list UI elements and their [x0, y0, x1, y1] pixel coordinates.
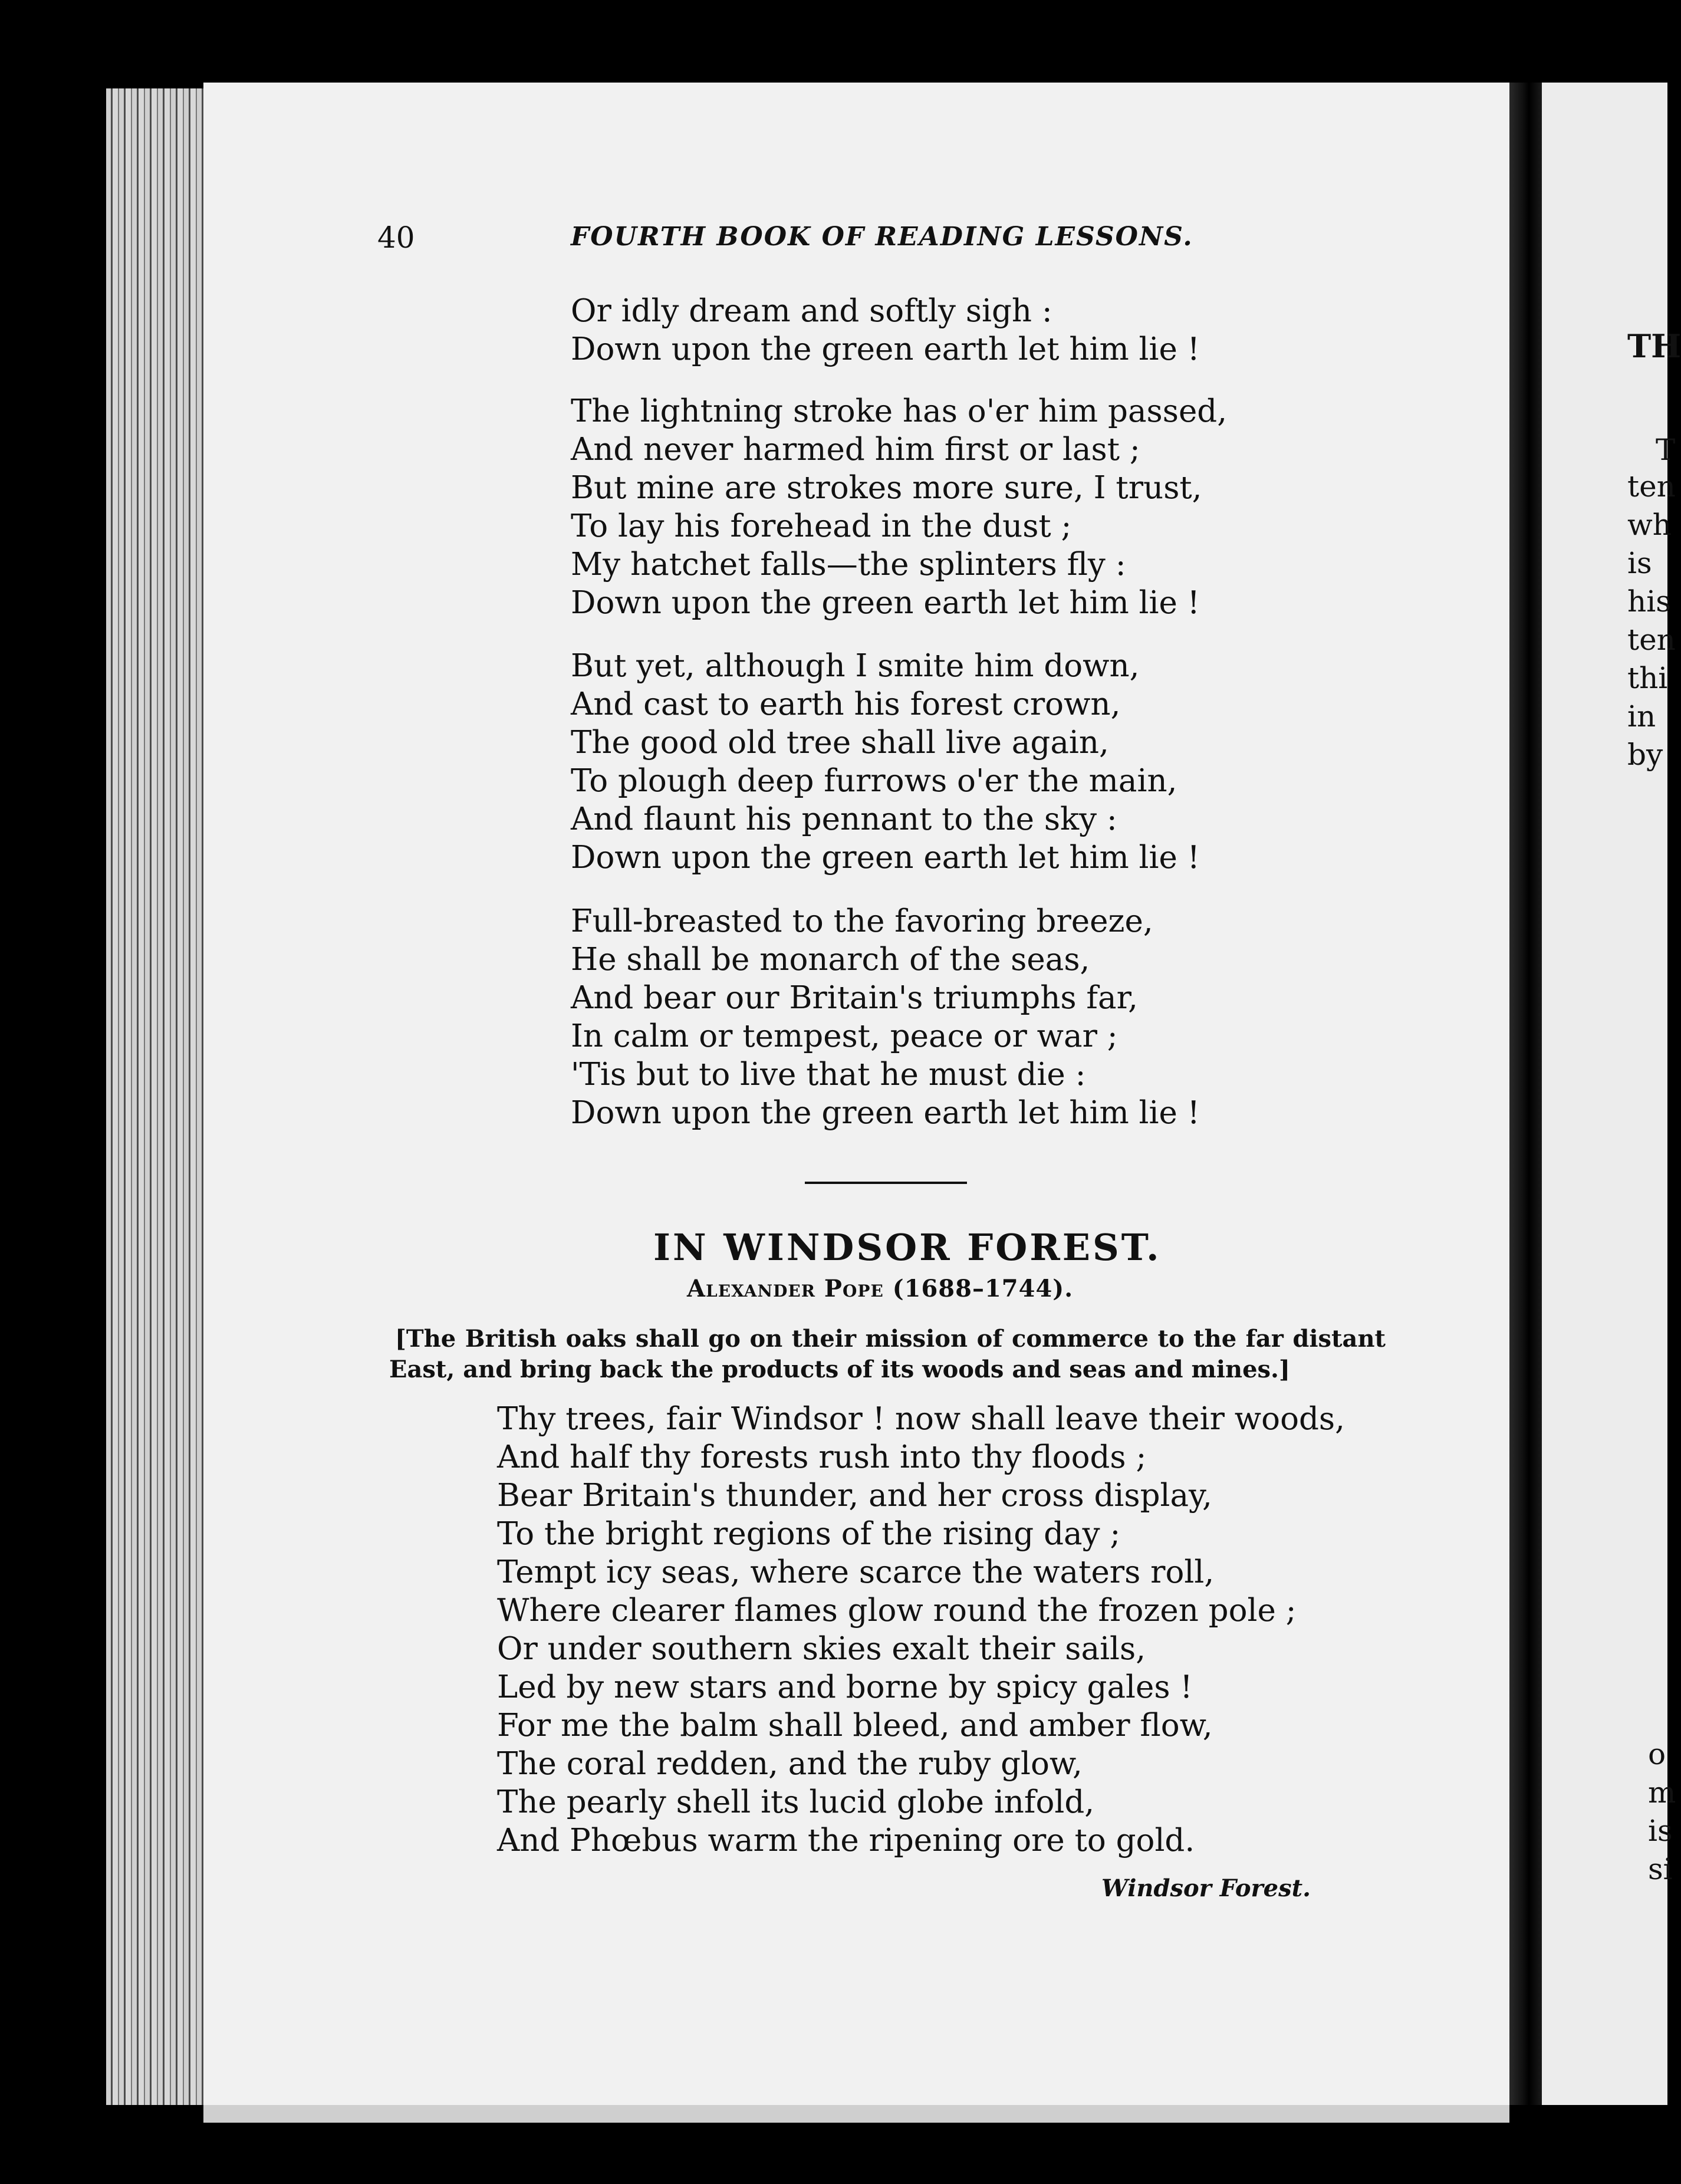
section-note: [The British oaks shall go on their mission of commerce to the far distant East, and bring back the products of its woods and seas and mines.] — [389, 1325, 1386, 1383]
facing-text-fragment: si — [1648, 1852, 1673, 1886]
facing-text-fragment: his — [1627, 584, 1671, 619]
stanza-2 — [571, 392, 1227, 622]
verse-line: Bear Britain's thunder, and her cross display, — [497, 1478, 1212, 1514]
facing-text-fragment: thi — [1627, 661, 1668, 695]
verse-line: Down upon the green earth let him lie ! — [571, 1095, 1200, 1131]
stanza-1 — [571, 292, 1200, 369]
verse-line: And cast to earth his forest crown, — [571, 686, 1121, 722]
facing-text-fragment: m — [1648, 1775, 1676, 1810]
section-author: Alexander Pope (1688–1744). — [687, 1275, 1074, 1302]
facing-text-fragment: is — [1627, 546, 1652, 580]
verse-line: He shall be monarch of the seas, — [571, 942, 1090, 978]
verse-line: To plough deep furrows o'er the main, — [571, 763, 1177, 799]
verse-line: Full-breasted to the favoring breeze, — [571, 903, 1153, 939]
verse-line: Or idly dream and softly sigh : — [571, 293, 1052, 329]
section-divider — [805, 1182, 967, 1184]
windsor-verse — [497, 1400, 1345, 1860]
facing-text-fragment: is — [1648, 1814, 1673, 1848]
facing-text-fragment: ten — [1627, 623, 1676, 657]
verse-line: Down upon the green earth let him lie ! — [571, 585, 1200, 621]
verse-line: And bear our Britain's triumphs far, — [571, 980, 1138, 1016]
verse-line: To lay his forehead in the dust ; — [571, 508, 1072, 544]
verse-line: Down upon the green earth let him lie ! — [571, 840, 1200, 876]
page-bottom-edge — [203, 2105, 1509, 2123]
verse-line: The coral redden, and the ruby glow, — [497, 1746, 1083, 1782]
verse-line: Thy trees, fair Windsor ! now shall leave their woods, — [497, 1401, 1345, 1437]
stanza-3 — [571, 647, 1200, 877]
verse-line: 'Tis but to live that he must die : — [571, 1057, 1086, 1093]
facing-text-fragment: in — [1627, 699, 1656, 734]
verse-line: The lightning stroke has o'er him passed, — [571, 393, 1228, 429]
facing-text-fragment: o — [1648, 1737, 1666, 1771]
facing-text-fragment: T — [1656, 433, 1676, 467]
verse-line: The good old tree shall live again, — [571, 725, 1109, 761]
source-citation: Windsor Forest. — [1101, 1874, 1311, 1902]
verse-line: To the bright regions of the rising day ; — [497, 1516, 1121, 1552]
page-edges — [106, 88, 203, 2105]
verse-line: And never harmed him first or last ; — [571, 432, 1140, 468]
verse-line: And flaunt his pennant to the sky : — [571, 801, 1117, 837]
verse-line: Tempt icy seas, where scarce the waters roll, — [497, 1554, 1215, 1590]
verse-line: My hatchet falls—the splinters fly : — [571, 547, 1126, 583]
verse-line: Down upon the green earth let him lie ! — [571, 331, 1200, 367]
verse-line: Led by new stars and borne by spicy gales ! — [497, 1669, 1193, 1705]
verse-line: And half thy forests rush into thy floods ; — [497, 1439, 1147, 1475]
verse-line: For me the balm shall bleed, and amber flow, — [497, 1708, 1213, 1744]
verse-line: But mine are strokes more sure, I trust, — [571, 470, 1202, 506]
running-head: FOURTH BOOK OF READING LESSONS. — [571, 222, 1193, 252]
verse-line: And Phœbus warm the ripening ore to gold. — [497, 1823, 1195, 1859]
stanza-4 — [571, 902, 1200, 1132]
verse-line: But yet, although I smite him down, — [571, 648, 1140, 684]
page-number: 40 — [377, 221, 415, 255]
facing-text-fragment: ten — [1627, 469, 1676, 504]
facing-text-fragment: wh — [1627, 508, 1672, 542]
book-gutter — [1509, 83, 1542, 2105]
verse-line: Or under southern skies exalt their sails, — [497, 1631, 1146, 1667]
section-title: IN WINDSOR FOREST. — [653, 1226, 1162, 1269]
verse-line: The pearly shell its lucid globe infold, — [497, 1784, 1095, 1820]
verse-line: Where clearer flames glow round the frozen pole ; — [497, 1593, 1297, 1629]
verse-line: In calm or tempest, peace or war ; — [571, 1018, 1118, 1054]
facing-text-fragment: by — [1627, 738, 1663, 772]
facing-heading-fragment: TH — [1627, 327, 1681, 365]
